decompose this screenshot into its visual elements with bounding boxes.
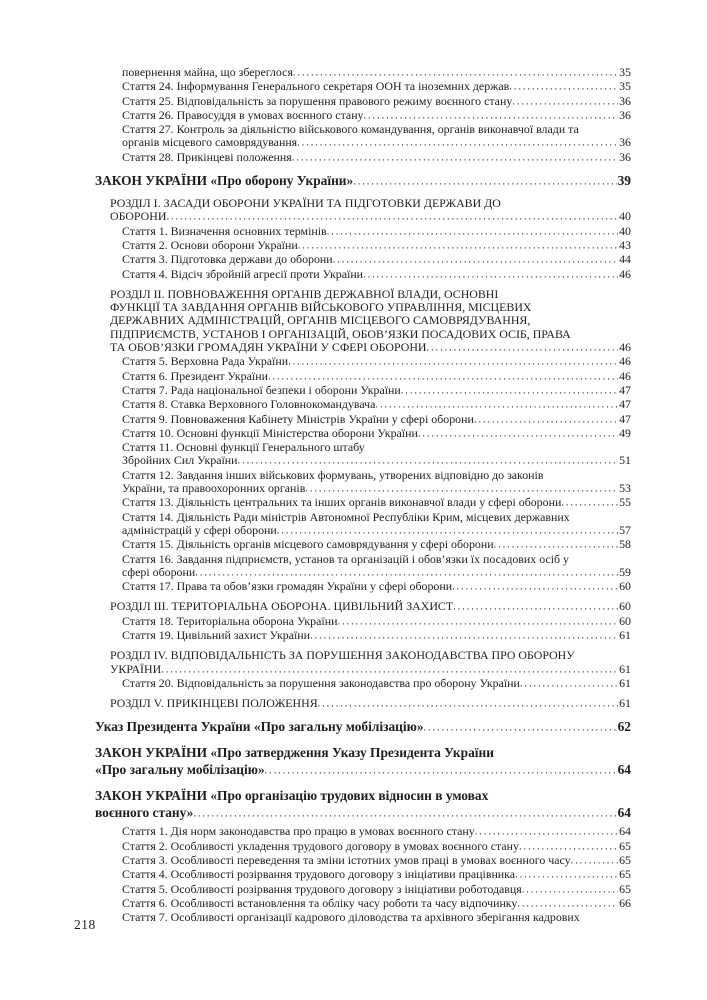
page-ref: 47 <box>619 382 631 397</box>
page-ref: 46 <box>619 354 631 369</box>
toc-article-entry <box>122 413 631 427</box>
page-ref: 46 <box>619 266 631 281</box>
toc-article-entry <box>122 80 631 94</box>
toc-line: Стаття 12. Завдання інших військових формувань, утворених відповідно до законів <box>122 467 544 482</box>
toc-entry-text: ТА ОБОВ’ЯЗКИ ГРОМАДЯН УКРАЇНИ У СФЕРІ ОБОРОНИ <box>110 340 427 355</box>
page-ref: 51 <box>619 453 631 468</box>
toc-entry-text: Стаття 8. Ставка Верховного Головнокомандувача <box>122 397 376 412</box>
toc-line <box>122 538 631 552</box>
dot-leader <box>452 581 618 594</box>
toc-line <box>122 398 631 412</box>
toc-line <box>122 136 631 150</box>
toc-article-entry <box>122 398 631 412</box>
toc-entry-text: Стаття 4. Особливості розірвання трудового договору з ініціативи працівника <box>122 867 516 882</box>
toc-entry-text: Стаття 2. Основи оборони України <box>122 237 298 252</box>
dot-leader <box>265 763 617 780</box>
dot-leader <box>509 81 618 94</box>
dot-leader <box>418 427 618 440</box>
toc-line: РОЗДІЛ I. ЗАСАДИ ОБОРОНИ УКРАЇНИ ТА ПІДГОТОВКИ ДЕРЖАВИ ДО <box>110 196 501 211</box>
toc-line <box>122 883 631 897</box>
dot-leader <box>193 806 616 823</box>
dot-leader <box>238 455 619 468</box>
dot-leader <box>293 67 618 80</box>
dot-leader <box>292 151 618 164</box>
toc-entry-text: Стаття 15. Діяльність органів місцевого самоврядування у сфері оборони <box>122 537 494 552</box>
dot-leader <box>161 663 618 676</box>
toc-entry-text: РОЗДІЛ V. ПРИКІНЦЕВІ ПОЛОЖЕННЯ <box>110 696 318 711</box>
dot-leader <box>277 524 618 537</box>
page-ref: 61 <box>619 675 631 690</box>
toc-line <box>122 825 631 839</box>
toc-article-entry <box>122 911 631 924</box>
toc-section-heading <box>110 600 631 614</box>
dot-leader <box>474 413 618 426</box>
page-ref: 35 <box>619 65 631 79</box>
page-ref: 43 <box>619 237 631 252</box>
page-ref: 65 <box>619 838 631 853</box>
toc-entry-text: Стаття 19. Цивільний захист України <box>122 627 311 642</box>
toc-entry-text: Стаття 20. Відповідальність за порушення законодавства про оборону України <box>122 675 520 690</box>
toc-entry-text: Стаття 5. Верховна Рада України <box>122 354 289 369</box>
toc-entry-text: Стаття 4. Відсіч збройній агресії проти України <box>122 266 364 281</box>
page-ref: 36 <box>619 149 631 164</box>
page-ref: 65 <box>619 867 631 882</box>
toc-line <box>122 854 631 868</box>
page-ref: 36 <box>619 93 631 108</box>
page-ref: 47 <box>619 411 631 426</box>
toc-entry-text: УКРАЇНИ <box>110 661 162 676</box>
toc-line: РОЗДІЛ IV. ВІДПОВІДАЛЬНІСТЬ ЗА ПОРУШЕННЯ ЗАКОНОДАВСТВА ПРО ОБОРОНУ <box>110 648 575 663</box>
toc-section-heading <box>110 649 631 677</box>
page-ref: 46 <box>619 340 631 355</box>
toc-law-title <box>95 172 631 191</box>
toc-article-entry <box>122 384 631 398</box>
page-number: 218 <box>74 917 96 932</box>
toc-line <box>122 868 631 882</box>
toc-article-entry <box>122 370 631 384</box>
dot-leader <box>363 268 618 281</box>
toc-article-entry <box>122 854 631 868</box>
toc-line <box>122 225 631 239</box>
toc-line <box>110 697 631 711</box>
toc-section-heading <box>110 197 631 225</box>
page-ref: 64 <box>617 805 631 821</box>
toc-line: ЗАКОН УКРАЇНИ «Про організацію трудових відносин в умовах <box>95 788 489 804</box>
page-ref: 60 <box>619 579 631 594</box>
toc-article-entry <box>122 615 631 629</box>
toc-entry-text: Стаття 17. Права та обов’язки громадян України у сфері оборони <box>122 579 453 594</box>
page-ref: 65 <box>619 881 631 896</box>
dot-leader <box>364 109 619 122</box>
dot-leader <box>166 211 618 224</box>
page-ref: 60 <box>619 599 631 614</box>
toc-article-entry <box>122 553 631 581</box>
page-ref: 46 <box>619 368 631 383</box>
toc-entry-text: Стаття 6. Президент України <box>122 368 268 383</box>
toc-line <box>110 210 631 224</box>
toc-line <box>122 384 631 398</box>
toc-line: ЗАКОН УКРАЇНИ «Про затвердження Указу Президента України <box>95 745 494 761</box>
toc-entry-text: «Про загальну мобілізацію» <box>95 762 265 778</box>
page-ref: 61 <box>619 696 631 711</box>
toc-entry-text: повернення майна, що збереглося <box>122 65 293 79</box>
toc-line <box>110 663 631 677</box>
dot-leader <box>494 539 619 552</box>
toc-line: ПІДПРИЄМСТВ, УСТАНОВ І ОРГАНІЗАЦІЙ, ОБОВ’ЯЗКИ ПОСАДОВИХ ОСІБ, ПРАВА <box>110 326 571 341</box>
dot-leader <box>515 869 618 882</box>
toc-entry-text: Стаття 6. Особливості встановлення та обліку часу роботи та часу відпочинку <box>122 895 518 910</box>
toc-entry-text: Стаття 13. Діяльність центральних та інших органів виконавчої влади у сфері оборони <box>122 495 562 510</box>
toc-entry-text: ОБОРОНИ <box>110 209 167 224</box>
dot-leader <box>318 698 618 711</box>
page-ref: 64 <box>619 824 631 839</box>
dot-leader <box>268 370 618 383</box>
dot-leader <box>305 483 618 496</box>
toc-line <box>122 524 631 538</box>
toc-entry-text: Збройних Сил України <box>122 453 238 468</box>
toc-line <box>95 172 631 191</box>
dot-leader <box>333 254 618 267</box>
toc-entry-text: органів місцевого самоврядування <box>122 135 298 150</box>
toc-article-entry <box>122 511 631 539</box>
toc-entry-text: Указ Президента України «Про загальну мобілізацію» <box>95 719 424 735</box>
table-of-contents <box>95 66 631 925</box>
toc-line <box>110 341 631 355</box>
dot-leader <box>375 399 618 412</box>
toc-line: Стаття 7. Особливості організації кадрового діловодства та архівного зберігання кадрових <box>122 910 580 925</box>
dot-leader <box>519 840 618 853</box>
toc-entry-text: Стаття 7. Рада національної безпеки і оборони України <box>122 382 401 397</box>
dot-leader <box>561 497 618 510</box>
toc-entry-text: Стаття 3. Підготовка держави до оборони <box>122 252 333 267</box>
dot-leader <box>520 677 618 690</box>
toc-article-entry <box>122 441 631 469</box>
toc-article-entry <box>122 868 631 882</box>
toc-entry-text: України, та правоохоронних органів <box>122 481 306 496</box>
dot-leader <box>453 601 618 614</box>
toc-article-entry <box>122 95 631 109</box>
page-ref: 61 <box>619 627 631 642</box>
toc-entry-text: РОЗДІЛ III. ТЕРИТОРІАЛЬНА ОБОРОНА. ЦИВІЛЬНИЙ ЗАХИСТ <box>110 599 454 614</box>
toc-article-entry <box>122 897 631 911</box>
toc-line <box>122 566 631 580</box>
toc-entry-text: Стаття 18. Територіальна оборона України <box>122 613 338 628</box>
toc-article-entry <box>122 268 631 282</box>
page-ref: 58 <box>619 537 631 552</box>
toc-line <box>122 615 631 629</box>
toc-article-entry <box>122 677 631 691</box>
toc-line <box>95 804 631 823</box>
toc-line <box>122 80 631 94</box>
toc-article-entry <box>122 239 631 253</box>
toc-entry-text: сфері оборони <box>122 564 196 579</box>
toc-line <box>122 66 631 80</box>
toc-line <box>122 629 631 643</box>
toc-line <box>122 454 631 468</box>
page-ref: 60 <box>619 613 631 628</box>
dot-leader <box>401 384 618 397</box>
toc-line <box>122 413 631 427</box>
toc-line: РОЗДІЛ II. ПОВНОВАЖЕННЯ ОРГАНІВ ДЕРЖАВНОЇ ВЛАДИ, ОСНОВНІ <box>110 286 499 301</box>
dot-leader <box>297 137 618 150</box>
dot-leader <box>427 342 619 355</box>
page-ref: 49 <box>619 425 631 440</box>
page-ref: 62 <box>617 719 631 735</box>
dot-leader <box>298 239 618 252</box>
page-ref: 47 <box>619 397 631 412</box>
toc-article-entry <box>122 151 631 165</box>
page-ref: 35 <box>619 79 631 94</box>
toc-entry-text: Стаття 26. Правосуддя в умовах воєнного стану <box>122 107 364 122</box>
dot-leader <box>512 95 618 108</box>
dot-leader <box>353 174 616 191</box>
toc-line: Стаття 14. Діяльність Ради міністрів Автономної Республіки Крим, місцевих державних <box>122 509 570 524</box>
toc-entry-text: Стаття 28. Прикінцеві положення <box>122 149 292 164</box>
page-ref: 59 <box>619 564 631 579</box>
toc-entry-text: Стаття 2. Особливості укладення трудового договору в умовах воєнного стану <box>122 838 519 853</box>
toc-line <box>122 151 631 165</box>
dot-leader <box>571 855 619 868</box>
toc-entry-text: ЗАКОН УКРАЇНИ «Про оборону України» <box>95 173 354 189</box>
toc-entry-text: Стаття 1. Дія норм законодавства про працю в умовах воєнного стану <box>122 824 475 839</box>
toc-line <box>122 253 631 267</box>
toc-line <box>122 677 631 691</box>
toc-entry-text: Стаття 9. Повноваження Кабінету Міністрів України у сфері оборони <box>122 411 474 426</box>
page-ref: 53 <box>619 481 631 496</box>
toc-section-heading <box>110 697 631 711</box>
dot-leader <box>327 225 618 238</box>
page-ref: 66 <box>619 895 631 910</box>
dot-leader <box>288 356 618 369</box>
toc-article-entry <box>122 840 631 854</box>
toc-line <box>122 239 631 253</box>
toc-line <box>122 370 631 384</box>
toc-line: Стаття 27. Контроль за діяльністю військового командування, органів виконавчої влади та <box>122 122 579 137</box>
page-ref: 61 <box>619 661 631 676</box>
toc-line <box>122 355 631 369</box>
toc-line <box>122 427 631 441</box>
toc-article-entry <box>122 469 631 497</box>
toc-law-title <box>95 718 631 737</box>
toc-entry-text: Стаття 1. Визначення основних термінів <box>122 223 327 238</box>
toc-article-entry <box>122 355 631 369</box>
toc-line: ДЕРЖАВНИХ АДМІНІСТРАЦІЙ, ОРГАНІВ МІСЦЕВОГО САМОВРЯДУВАННЯ, <box>110 313 531 328</box>
toc-line <box>122 897 631 911</box>
toc-article-entry <box>122 538 631 552</box>
page-ref: 40 <box>619 209 631 224</box>
toc-law-title <box>95 787 631 823</box>
toc-line <box>95 761 631 780</box>
toc-article-entry <box>122 66 631 80</box>
toc-article-entry <box>122 883 631 897</box>
dot-leader <box>522 883 618 896</box>
toc-article-entry <box>122 496 631 510</box>
toc-line <box>122 109 631 123</box>
page-ref: 55 <box>619 495 631 510</box>
dot-leader <box>337 615 618 628</box>
toc-article-entry <box>122 825 631 839</box>
toc-article-entry <box>122 580 631 594</box>
toc-line <box>110 600 631 614</box>
page-ref: 64 <box>617 762 631 778</box>
toc-article-entry <box>122 123 631 151</box>
toc-line: Стаття 16. Завдання підприємств, установ та організацій і обов’язки їх посадових осіб у <box>122 551 569 566</box>
page-ref: 39 <box>617 173 631 189</box>
toc-line <box>95 718 631 737</box>
toc-line <box>122 482 631 496</box>
toc-entry-text: Стаття 24. Інформування Генерального секретаря ООН та іноземних держав <box>122 79 510 94</box>
toc-line <box>122 268 631 282</box>
dot-leader <box>517 897 618 910</box>
dot-leader <box>475 826 618 839</box>
page-ref: 36 <box>619 135 631 150</box>
page-ref: 57 <box>619 522 631 537</box>
page-ref: 36 <box>619 107 631 122</box>
toc-law-title <box>95 744 631 780</box>
toc-line <box>122 496 631 510</box>
toc-entry-text: адміністрацій у сфері оборони <box>122 522 277 537</box>
toc-line: Стаття 11. Основні функції Генерального штабу <box>122 440 365 455</box>
toc-line <box>122 95 631 109</box>
dot-leader <box>195 566 618 579</box>
toc-article-entry <box>122 427 631 441</box>
toc-line <box>122 580 631 594</box>
toc-entry-text: Стаття 3. Особливості переведення та зміни істотних умов праці в умовах воєнного часу <box>122 853 571 868</box>
toc-entry-text: Стаття 5. Особливості розірвання трудового договору з ініціативи роботодавця <box>122 881 522 896</box>
page-ref: 44 <box>619 252 631 267</box>
toc-article-entry <box>122 629 631 643</box>
toc-entry-text: Стаття 10. Основні функції Міністерства оборони України <box>122 425 418 440</box>
toc-section-heading <box>110 288 631 355</box>
page-ref: 40 <box>619 223 631 238</box>
dot-leader <box>424 720 617 737</box>
toc-article-entry <box>122 225 631 239</box>
toc-entry-text: воєнного стану» <box>95 805 194 821</box>
page-ref: 65 <box>619 853 631 868</box>
toc-entry-text: Стаття 25. Відповідальність за порушення правового режиму воєнного стану <box>122 93 513 108</box>
dot-leader <box>310 629 618 642</box>
toc-article-entry <box>122 109 631 123</box>
toc-article-entry <box>122 253 631 267</box>
toc-line <box>122 840 631 854</box>
toc-line: ФУНКЦІЇ ТА ЗАВДАННЯ ОРГАНІВ ВІЙСЬКОВОГО УПРАВЛІННЯ, МІСЦЕВИХ <box>110 300 532 315</box>
